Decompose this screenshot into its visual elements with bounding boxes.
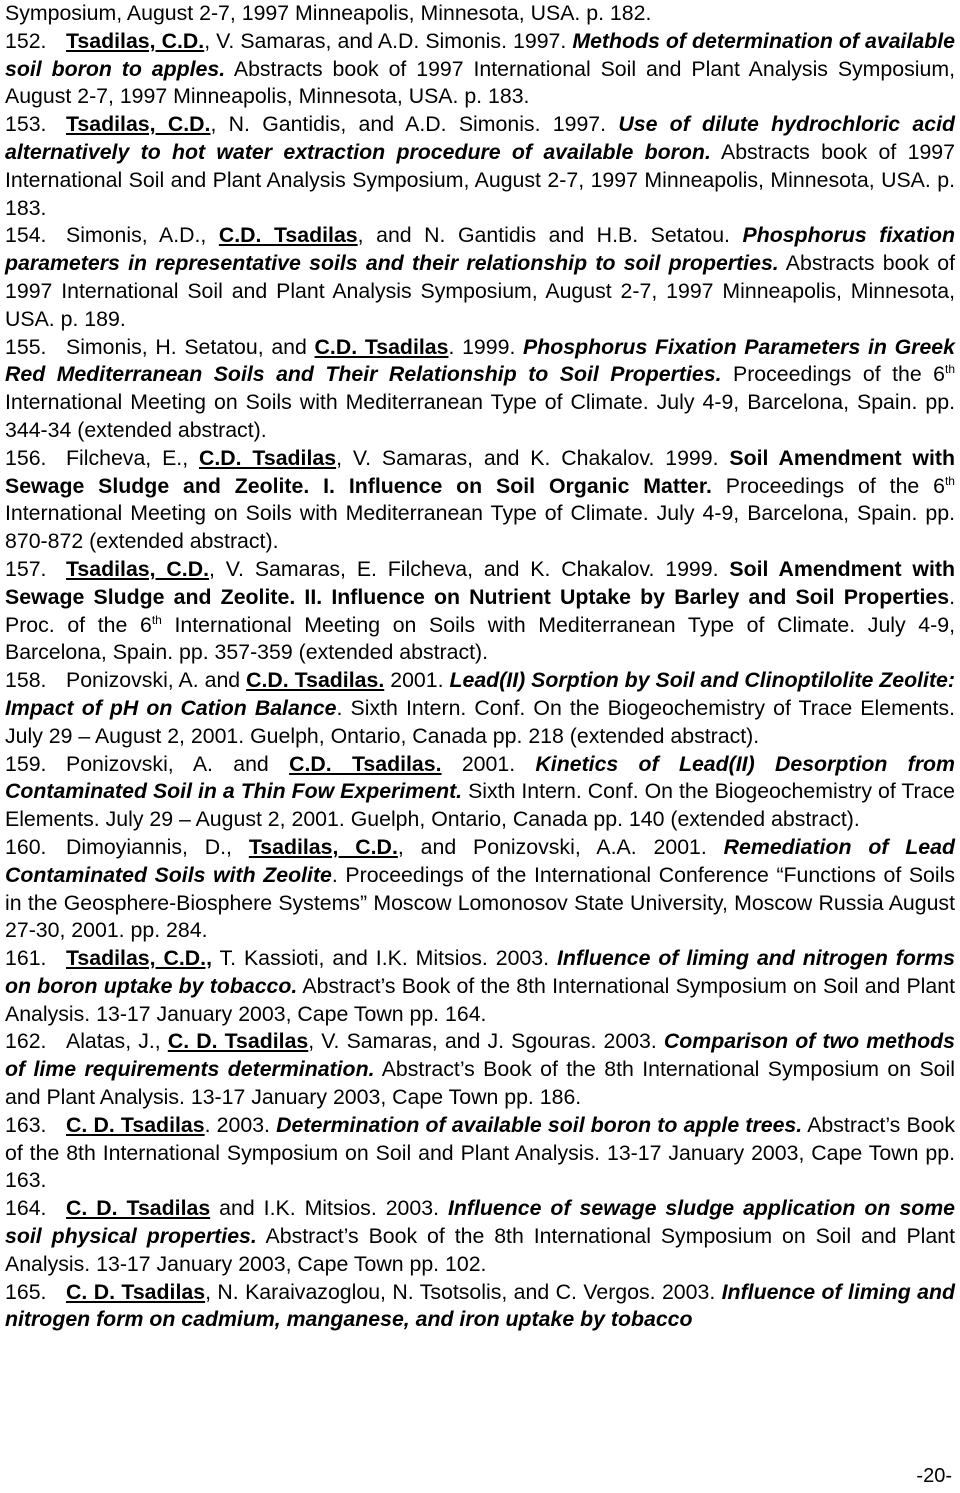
reference-title: Influence of sewage sludge application on some soil physical properties. xyxy=(5,1196,956,1249)
reference-source: . Proceedings of the International Conference “Functions of Soils in the Geosphere-Biosphere Systems” Moscow Lomonosov State University, Moscow Russia August 27-30, 2001. pp. 284. xyxy=(5,862,955,943)
reference-authors: , V. Samaras, and J. Sgouras. 2003. xyxy=(308,1029,664,1054)
reference-title: Soil Amendment with Sewage Sludge and Zeolite. I. Influence on Soil Organic Matter. xyxy=(5,445,955,498)
reference-authors: , N. Gantidis, and A.D. Simonis. 1997. xyxy=(210,112,619,137)
reference-title: Lead(II) Sorption by Soil and Clinoptilolite Zeolite: Impact of pH on Cation Balance xyxy=(5,668,955,720)
list-item xyxy=(5,556,955,667)
reference-source: Abstract’s Book of the 8th International Symposium on Soil and Plant Analysis. 13-17 January 2003, Cape Town pp. 164. xyxy=(5,973,955,1026)
reference-source: International Meeting on Soils with Mediterranean Type of Climate. July 4-9, Barcelona, Spain. pp. 870-872 (extended abstract). xyxy=(5,501,955,554)
reference-number: 162. xyxy=(5,1029,47,1054)
reference-authors: . 1999. xyxy=(448,334,524,359)
list-item xyxy=(5,334,955,445)
reference-title: Influence of liming and nitrogen forms on boron uptake by tobacco. xyxy=(5,946,955,998)
reference-source: Abstracts book of 1997 International Soil and Plant Analysis Symposium, August 2-7, 1997 Minneapolis, Minnesota, USA. p. 183. xyxy=(5,56,955,109)
reference-author: C.D. Tsadilas xyxy=(314,334,449,359)
list-item xyxy=(5,445,955,556)
reference-number: 155. xyxy=(5,334,47,359)
reference-number: 160. xyxy=(5,834,47,859)
reference-source: International Meeting on Soils with Mediterranean Type of Climate. July 4-9, Barcelona, Spain. pp. 344-34 (extended abstract). xyxy=(5,390,955,442)
reference-title: Phosphorus Fixation Parameters in Greek Red Mediterranean Soils and Their Relationship to Soil Properties. xyxy=(5,334,955,387)
list-item xyxy=(5,1112,955,1195)
reference-author: C.D. Tsadilas. xyxy=(289,751,442,776)
list-item xyxy=(5,1195,955,1278)
reference-authors: Ponizovski, A. and xyxy=(66,751,290,776)
reference-number: 157. xyxy=(5,556,47,581)
list-item xyxy=(5,751,955,834)
reference-authors: , V. Samaras, and A.D. Simonis. 1997. xyxy=(204,28,573,53)
reference-author: C.D. Tsadilas xyxy=(218,223,358,248)
page-number: -20- xyxy=(916,1465,952,1487)
reference-authors: Simonis, H. Setatou, and xyxy=(66,334,315,359)
reference-authors: 2001. xyxy=(441,751,536,776)
reference-source: International Meeting on Soils with Mediterranean Type of Climate. July 4-9, Barcelona, Spain. pp. 357-359 (extended abstract). xyxy=(5,612,956,665)
reference-number: 154. xyxy=(5,223,47,248)
reference-author: Tsadilas, C.D., xyxy=(66,946,212,971)
reference-source: . Proc. of the 6 xyxy=(5,584,955,637)
reference-authors: , V. Samaras, E. Filcheva, and K. Chakalov. 1999. xyxy=(209,556,730,581)
reference-number: 153. xyxy=(5,112,47,137)
reference-author: C. D. Tsadilas xyxy=(66,1196,211,1221)
reference-number: 165. xyxy=(5,1279,47,1304)
reference-authors: Alatas, J., xyxy=(66,1029,168,1054)
reference-source: Abstract’s Book of the 8th International Symposium on Soil and Plant Analysis. 13-17 January 2003, Cape Town pp. 163. xyxy=(5,1112,956,1193)
reference-title: Kinetics of Lead(II) Desorption from Contaminated Soil in a Thin Fow Experiment. xyxy=(5,751,955,804)
reference-author: Tsadilas, C.D. xyxy=(66,28,205,53)
reference-author: C. D. Tsadilas xyxy=(66,1112,205,1137)
reference-authors: Filcheva, E., xyxy=(66,445,199,470)
reference-list xyxy=(5,0,955,1334)
reference-title: Phosphorus fixation parameters in representative soils and their relationship to soil properties. xyxy=(5,223,955,276)
reference-source: Sixth Intern. Conf. On the Biogeochemistry of Trace Elements. July 29 – August 2, 2001. Guelph, Ontario, Canada pp. 140 (extended abstract). xyxy=(5,779,955,832)
reference-number: 161. xyxy=(5,946,47,971)
reference-title: Remediation of Lead Contaminated Soils with Zeolite xyxy=(5,834,955,887)
reference-source: Abstract’s Book of the 8th International Symposium on Soil and Plant Analysis. 13-17 January 2003, Cape Town pp. 102. xyxy=(5,1224,956,1276)
reference-authors: and I.K. Mitsios. 2003. xyxy=(210,1196,448,1221)
list-item xyxy=(5,28,955,111)
reference-number: 164. xyxy=(5,1196,47,1221)
reference-author: Tsadilas, C.D. xyxy=(66,112,211,137)
superscript: th xyxy=(944,362,955,377)
reference-title: Use of dilute hydrochloric acid alternatively to hot water extraction procedure of available boron. xyxy=(5,112,955,164)
list-item xyxy=(5,222,955,333)
reference-title: Determination of available soil boron to apple trees. xyxy=(276,1112,803,1137)
reference-authors: , and Ponizovski, A.A. 2001. xyxy=(397,834,724,859)
reference-source: Abstracts book of 1997 International Soil and Plant Analysis Symposium, August 2-7, 1997 Minneapolis, Minnesota, USA. p. 189. xyxy=(5,251,955,331)
reference-source: Proceedings of the 6 xyxy=(721,362,945,387)
reference-author: C. D. Tsadilas xyxy=(167,1029,309,1054)
superscript: th xyxy=(944,473,955,488)
reference-source: Proceedings of the 6 xyxy=(711,473,945,498)
reference-text: Symposium, August 2-7, 1997 Minneapolis, Minnesota, USA. p. 182. xyxy=(5,1,652,25)
reference-title: Comparison of two methods of lime requirements determination. xyxy=(5,1029,955,1082)
reference-authors: , N. Karaivazoglou, N. Tsotsolis, and C. Vergos. 2003. xyxy=(205,1279,722,1304)
list-item xyxy=(5,834,955,945)
reference-title: Methods of determination of available soil boron to apples. xyxy=(5,28,955,81)
reference-source: Abstracts book of 1997 International Soil and Plant Analysis Symposium, August 2-7, 1997 Minneapolis, Minnesota, USA. p. 183. xyxy=(5,139,955,220)
superscript: th xyxy=(151,612,162,627)
reference-number: 159. xyxy=(5,751,47,776)
reference-authors: Simonis, A.D., xyxy=(66,223,219,248)
reference-authors: Ponizovski, A. and xyxy=(66,668,247,693)
reference-number: 156. xyxy=(5,445,47,470)
list-item xyxy=(5,111,955,222)
reference-number: 158. xyxy=(5,668,47,693)
reference-number: 152. xyxy=(5,28,47,53)
reference-title: Soil Amendment with Sewage Sludge and Zeolite. II. Influence on Nutrient Uptake by Barley and Soil Properties xyxy=(5,556,956,609)
reference-authors: T. Kassioti, and I.K. Mitsios. 2003. xyxy=(211,946,557,971)
list-item xyxy=(5,1279,955,1335)
reference-number: 163. xyxy=(5,1112,47,1137)
reference-author: Tsadilas, C.D. xyxy=(248,834,398,859)
reference-authors: Dimoyiannis, D., xyxy=(66,834,249,859)
reference-authors: 2001. xyxy=(384,668,450,693)
list-item xyxy=(5,0,955,28)
reference-source: Abstract’s Book of the 8th International Symposium on Soil and Plant Analysis. 13-17 January 2003, Cape Town pp. 186. xyxy=(5,1057,955,1110)
reference-author: C.D. Tsadilas. xyxy=(246,668,385,693)
list-item xyxy=(5,945,955,1028)
reference-authors: , and N. Gantidis and H.B. Setatou. xyxy=(357,223,743,248)
list-item xyxy=(5,667,955,750)
reference-source: . Sixth Intern. Conf. On the Biogeochemistry of Trace Elements. July 29 – August 2, 2001. Guelph, Ontario, Canada pp. 218 (extended abstract). xyxy=(5,695,955,748)
reference-title: Influence of liming and nitrogen form on cadmium, manganese, and iron uptake by tobacco xyxy=(5,1279,956,1332)
reference-authors: . 2003. xyxy=(204,1112,277,1137)
reference-author: Tsadilas, C.D. xyxy=(66,556,210,581)
reference-author: C.D. Tsadilas xyxy=(198,445,337,470)
list-item xyxy=(5,1028,955,1111)
reference-author: C. D. Tsadilas xyxy=(66,1279,206,1304)
reference-authors: , V. Samaras, and K. Chakalov. 1999. xyxy=(336,445,730,470)
